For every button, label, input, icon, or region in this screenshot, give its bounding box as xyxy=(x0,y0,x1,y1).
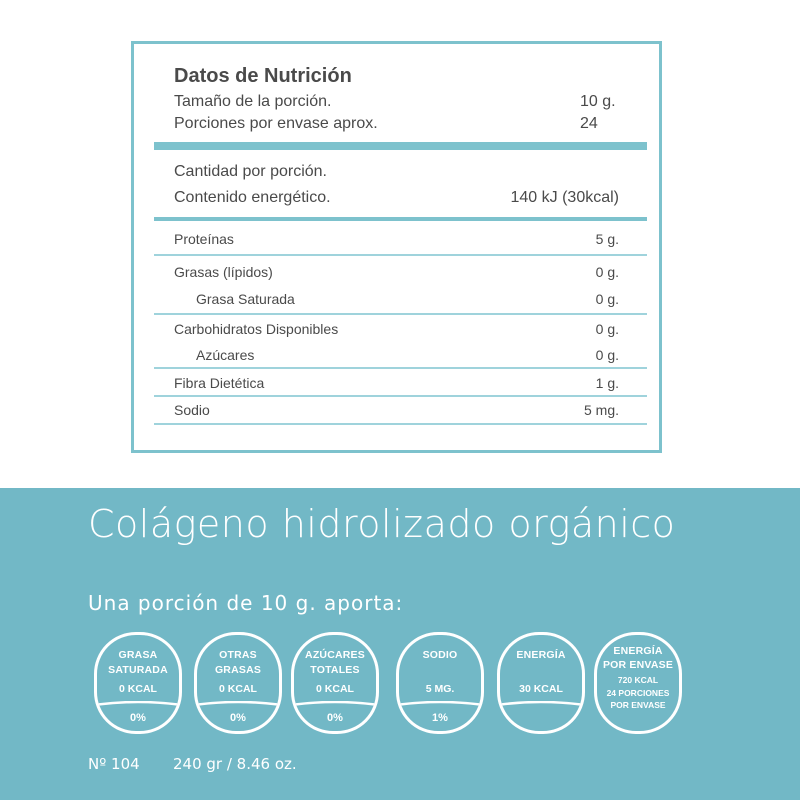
badge-subtitle: POR ENVASE xyxy=(602,659,674,671)
badge-percent: 0% xyxy=(230,712,246,724)
badge-title: OTRAS xyxy=(219,649,257,661)
nutrient-name: Sodio xyxy=(174,402,210,418)
nutrition-facts-table xyxy=(131,41,662,453)
medium-divider xyxy=(154,217,647,221)
badge-value: 30 KCAL xyxy=(519,683,563,695)
badge-percent: 1% xyxy=(432,712,448,724)
nutrient-value: 0 g. xyxy=(595,347,619,363)
badge-value: 0 KCAL xyxy=(119,683,157,695)
energy-per-package-badge xyxy=(594,632,682,734)
nutrient-name: Proteínas xyxy=(174,231,234,247)
badge-title: GRASA xyxy=(118,649,158,661)
badge-title: AZÚCARES xyxy=(305,649,365,661)
badge-subtitle: TOTALES xyxy=(310,664,360,676)
nutrient-value: 0 g. xyxy=(595,321,619,337)
badge-title: ENERGÍA xyxy=(613,645,663,657)
badge-percent: 0% xyxy=(130,712,146,724)
sodium-badge xyxy=(396,632,484,734)
badge-value: 5 MG. xyxy=(425,683,455,695)
net-weight: 240 gr / 8.46 oz. xyxy=(173,755,297,773)
energy-value: 140 kJ (30kcal) xyxy=(510,189,619,206)
row-divider xyxy=(154,313,647,315)
row-divider xyxy=(154,423,647,425)
row-divider xyxy=(154,395,647,397)
nutrient-value: 5 mg. xyxy=(583,402,619,418)
badge-title: ENERGÍA xyxy=(516,649,566,661)
nutrient-name: Azúcares xyxy=(196,347,255,363)
serving-size-label: Tamaño de la porción. xyxy=(174,93,332,110)
nutrient-value: 0 g. xyxy=(595,291,619,307)
saturated-fat-badge xyxy=(94,632,182,734)
thick-divider xyxy=(154,142,647,150)
nutrient-name: Grasa Saturada xyxy=(196,291,295,307)
row-divider xyxy=(154,367,647,369)
badge-servings: 24 PORCIONES xyxy=(606,688,670,698)
badge-total-energy: 720 KCAL xyxy=(617,675,659,685)
servings-value: 24 xyxy=(580,115,598,132)
badge-subtitle: SATURADA xyxy=(108,664,168,676)
other-fats-badge xyxy=(194,632,282,734)
energy-badge xyxy=(497,632,585,734)
badge-per-package: POR ENVASE xyxy=(610,700,666,710)
nutrient-name: Fibra Dietética xyxy=(174,375,265,391)
amount-per-serving-label: Cantidad por porción. xyxy=(174,163,327,180)
product-number: Nº 104 xyxy=(88,755,140,773)
nutrient-value: 5 g. xyxy=(595,231,619,247)
badge-title: SODIO xyxy=(422,649,458,661)
nutrient-name: Grasas (lípidos) xyxy=(174,264,273,280)
serving-size-value: 10 g. xyxy=(580,93,616,110)
portion-text: Una porción de 10 g. aporta: xyxy=(88,591,404,615)
total-sugars-badge xyxy=(291,632,379,734)
badge-value: 0 KCAL xyxy=(316,683,354,695)
nutrient-value: 1 g. xyxy=(595,375,619,391)
servings-label: Porciones por envase aprox. xyxy=(174,115,378,132)
badge-percent: 0% xyxy=(327,712,343,724)
badge-subtitle: GRASAS xyxy=(214,664,262,676)
badge-value: 0 KCAL xyxy=(219,683,257,695)
product-name: Colágeno hidrolizado orgánico xyxy=(88,502,676,546)
energy-label: Contenido energético. xyxy=(174,189,331,206)
badge-divider-curve xyxy=(497,701,585,719)
product-info-band xyxy=(0,488,800,800)
nutrient-name: Carbohidratos Disponibles xyxy=(174,321,339,337)
nutrient-value: 0 g. xyxy=(595,264,619,280)
row-divider xyxy=(154,254,647,256)
nutrition-title: Datos de Nutrición xyxy=(174,65,352,87)
